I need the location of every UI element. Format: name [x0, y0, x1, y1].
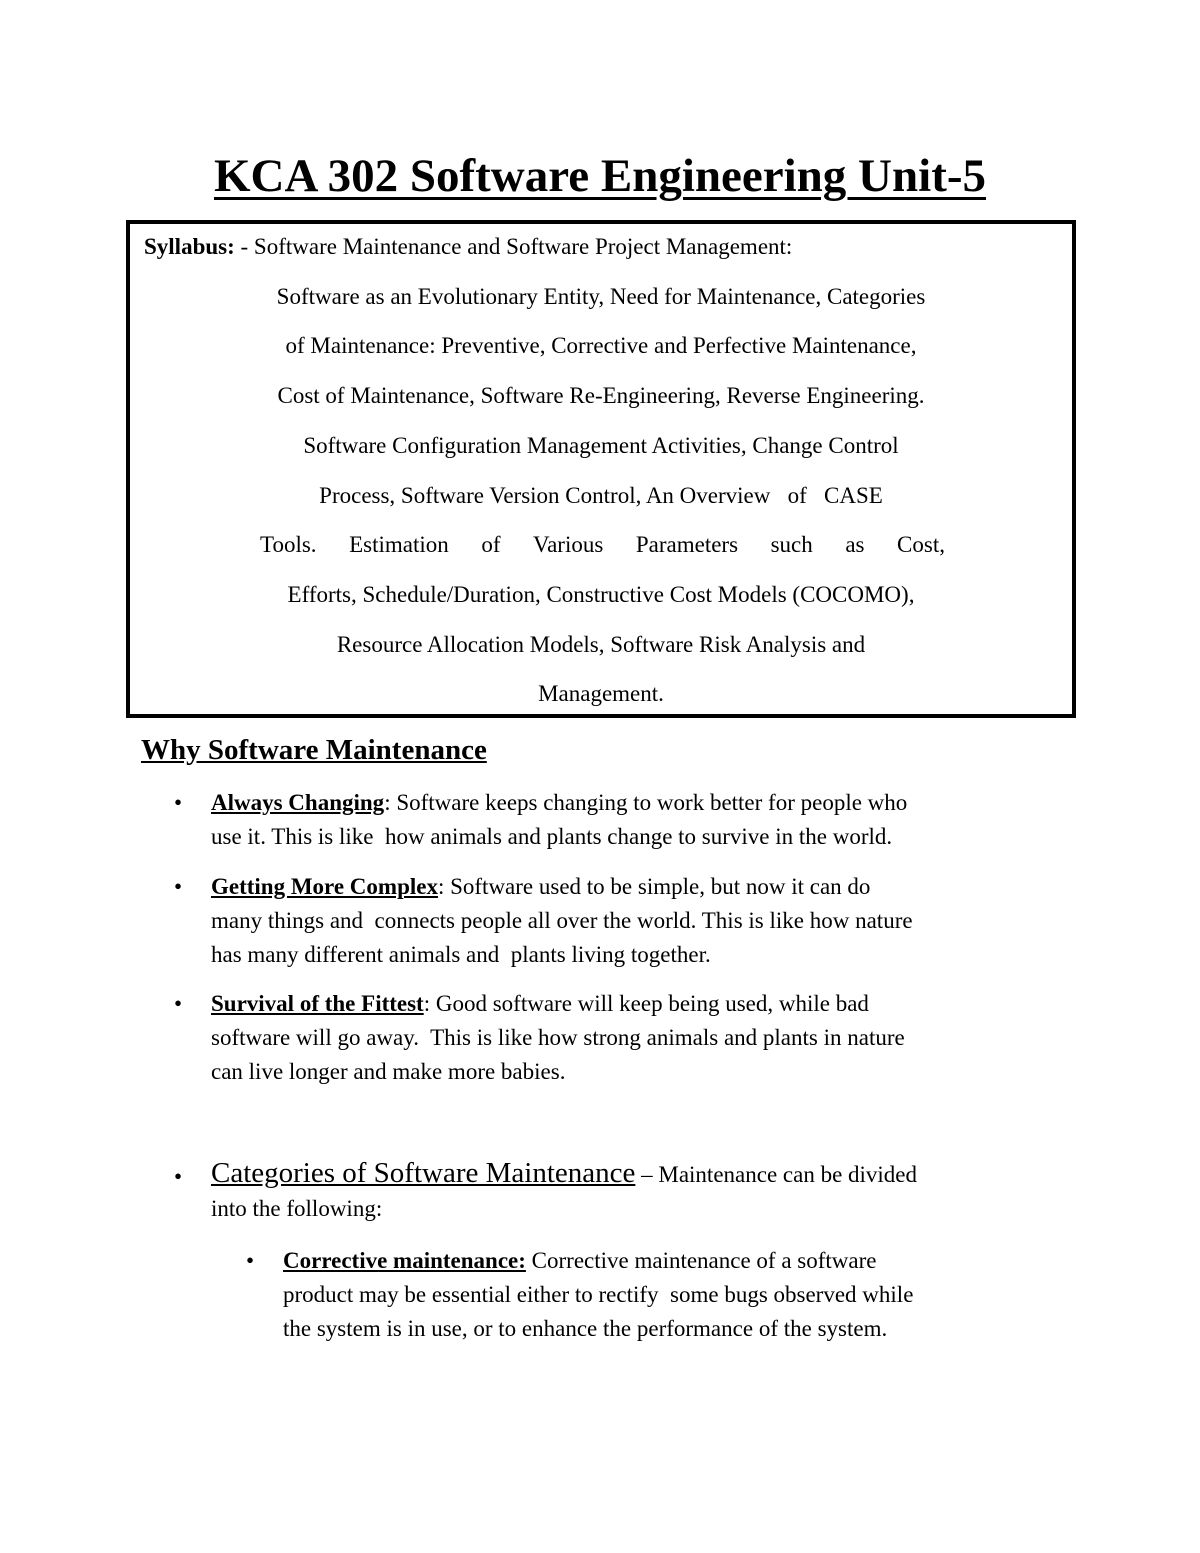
list-item-lead: Getting More Complex [211, 874, 438, 899]
list-item [211, 870, 913, 972]
list-item-text: software will go away. This is like how strong animals and plants in nature [211, 1025, 905, 1050]
list-item-text: : Software keeps changing to work better for people who [384, 790, 908, 815]
list-item-text: product may be essential either to rectify some bugs observed while [283, 1282, 914, 1307]
syllabus-justified-line [260, 530, 945, 560]
categories-heading: Categories of Software Maintenance [211, 1157, 636, 1189]
list-item-line [283, 1244, 913, 1278]
list-item-lead: Survival of the Fittest [211, 991, 424, 1016]
bullet-icon: • [174, 991, 183, 1016]
bullet-icon: • [174, 790, 183, 815]
syllabus-line: Software Configuration Management Activities, Change Control [303, 433, 899, 458]
syllabus-line: Software as an Evolutionary Entity, Need for Maintenance, Categories [276, 284, 926, 309]
section-heading-why: Why Software Maintenance [141, 734, 487, 766]
list-item [211, 786, 907, 854]
bullet-icon: • [246, 1248, 255, 1273]
list-item-text: can live longer and make more babies. [211, 1059, 566, 1084]
syllabus-word: Various [533, 532, 604, 557]
syllabus-word: Estimation [349, 532, 449, 557]
syllabus-line: of Maintenance: Preventive, Corrective and Perfective Maintenance, [285, 333, 917, 358]
list-item-line [211, 786, 907, 820]
list-item-text: – Maintenance can be divided [635, 1162, 918, 1187]
list-item-text: : Software used to be simple, but now it can do [437, 874, 871, 899]
list-item-line [211, 870, 913, 904]
syllabus-line: Efforts, Schedule/Duration, Constructive Cost Models (COCOMO), [287, 582, 915, 607]
list-item-line [211, 987, 905, 1021]
list-item-text: : Good software will keep being used, while bad [423, 991, 869, 1016]
syllabus-line: Resource Allocation Models, Software Risk Analysis and [336, 632, 866, 657]
list-item-text: into the following: [211, 1196, 383, 1221]
syllabus-word: Cost, [897, 532, 945, 557]
list-item-text: has many different animals and plants living together. [211, 942, 711, 967]
bullet-icon: • [174, 1164, 183, 1189]
syllabus-word: as [845, 532, 865, 557]
list-item-text: the system is in use, or to enhance the performance of the system. [283, 1316, 888, 1341]
list-item-text: many things and connects people all over the world. This is like how nature [211, 908, 913, 933]
list-item-lead: Corrective maintenance: [283, 1248, 526, 1273]
list-item-line [211, 1156, 917, 1192]
syllabus-label: Syllabus: [144, 234, 235, 259]
list-item [211, 987, 905, 1089]
syllabus-box [126, 220, 1076, 718]
syllabus-word: of [481, 532, 501, 557]
syllabus-intro-text: - Software Maintenance and Software Project Management: [234, 234, 793, 259]
syllabus-word: such [770, 532, 813, 557]
categories-item [211, 1156, 917, 1226]
syllabus-line: Process, Software Version Control, An Overview of CASE [319, 483, 883, 508]
list-item-lead: Always Changing [211, 790, 385, 815]
syllabus-intro [144, 232, 1086, 262]
syllabus-word: Parameters [635, 532, 739, 557]
bullet-icon: • [174, 874, 183, 899]
syllabus-line: Management. [538, 681, 664, 706]
document-title: KCA 302 Software Engineering Unit-5 [213, 150, 986, 202]
list-item-text: Corrective maintenance of a software [525, 1248, 877, 1273]
syllabus-line: Cost of Maintenance, Software Re-Engineering, Reverse Engineering. [277, 383, 925, 408]
list-item-text: use it. This is like how animals and plants change to survive in the world. [211, 824, 893, 849]
sub-list-item [283, 1244, 913, 1346]
syllabus-word: Tools. [260, 532, 317, 557]
